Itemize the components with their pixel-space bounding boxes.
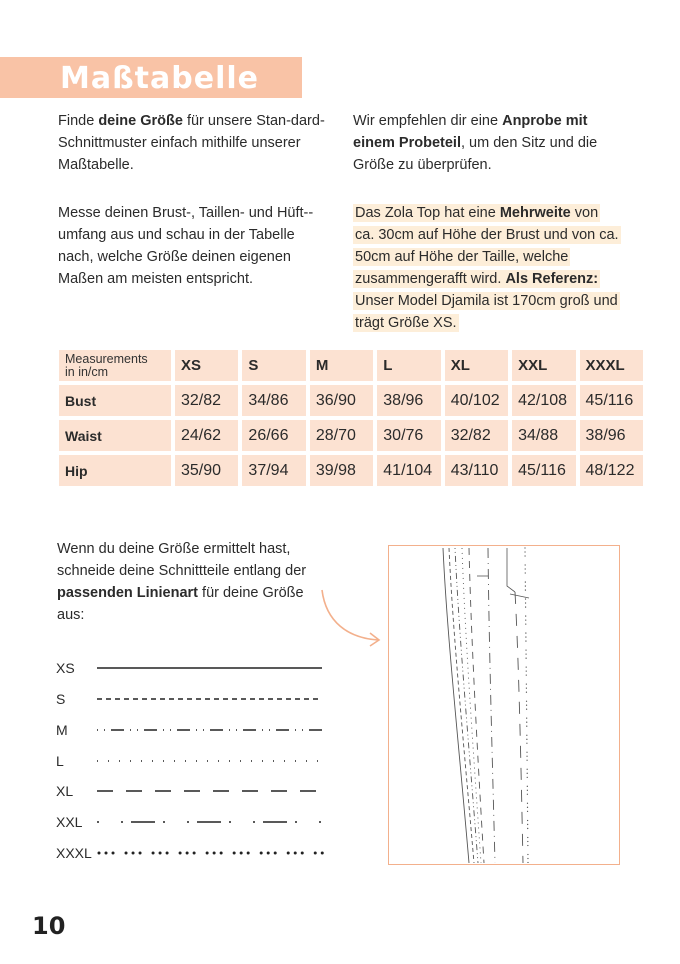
table-cell: 48/122 [580, 455, 643, 486]
intro-left-paragraph-2: Messe deinen Brust-, Taillen- und Hüft-umfang aus und schau in der Tabelle nach, welche Größe deinen eigenen Maßen am meisten entspricht. [58, 205, 314, 287]
row-label-hip: Hip [59, 455, 171, 486]
legend-label-xl: XL [56, 783, 74, 799]
legend-label-s: S [56, 691, 66, 707]
table-cell: 26/66 [242, 420, 305, 451]
legend-row-xxxl [56, 843, 336, 863]
table-cell: 45/116 [512, 455, 575, 486]
row-label-bust: Bust [59, 385, 171, 416]
table-row-hip [59, 455, 643, 486]
legend-label-xxxl: XXXL [56, 845, 92, 861]
size-header-xxxl: XXXL [580, 350, 643, 381]
line-sample-solid [96, 658, 336, 678]
line-sample-dash-dot-dot [96, 720, 336, 740]
line-sample-dashed [96, 689, 336, 709]
legend-label-m: M [56, 722, 68, 738]
measurements-label-line-1: Measurements [65, 351, 148, 366]
intro-right-highlight-paragraph: Das Zola Top hat eine Mehrweite von ca. 30cm auf Höhe der Brust und von ca. 50cm auf Höhe der Taille, welche zusammengerafft wird. Als Referenz: Unser Model Djamila ist 170cm groß und trägt Größe XS. [355, 205, 619, 331]
table-row-waist [59, 420, 643, 451]
size-header-l: L [377, 350, 440, 381]
measurements-label [59, 350, 171, 381]
size-header-s: S [242, 350, 305, 381]
table-cell: 38/96 [580, 420, 643, 451]
table-cell: 30/76 [377, 420, 440, 451]
table-cell: 35/90 [175, 455, 238, 486]
legend-row-m [56, 720, 336, 740]
table-cell: 36/90 [310, 385, 373, 416]
size-header-m: M [310, 350, 373, 381]
legend-row-xl [56, 781, 336, 801]
legend-row-xxl [56, 812, 336, 832]
legend-label-l: L [56, 753, 64, 769]
page-title: Maßtabelle [60, 61, 259, 96]
table-cell: 41/104 [377, 455, 440, 486]
size-header-row [59, 350, 643, 381]
size-header-xs: XS [175, 350, 238, 381]
legend-row-l [56, 751, 336, 771]
legend-label-xxl: XXL [56, 814, 83, 830]
row-label-waist: Waist [59, 420, 171, 451]
pattern-lines-graphic [389, 546, 618, 863]
intro-right-paragraph-1: Wir empfehlen dir eine Anprobe mit einem Probeteil, um den Sitz und die Größe zu überprüfen. [353, 113, 598, 173]
table-cell: 32/82 [175, 385, 238, 416]
line-sample-dot-long-dash [96, 812, 336, 832]
table-cell: 34/86 [242, 385, 305, 416]
table-cell: 42/108 [512, 385, 575, 416]
size-chart-table [55, 346, 647, 490]
table-cell: 45/116 [580, 385, 643, 416]
table-cell: 34/88 [512, 420, 575, 451]
measurements-label-line-2: in in/cm [65, 364, 109, 379]
size-header-xxl: XXL [512, 350, 575, 381]
line-sample-dotted [96, 751, 336, 771]
size-header-xl: XL [445, 350, 508, 381]
pattern-detail-illustration [388, 545, 620, 865]
table-cell: 37/94 [242, 455, 305, 486]
legend-row-s [56, 689, 336, 709]
line-sample-long-dash [96, 781, 336, 801]
curved-arrow-icon [318, 586, 388, 648]
page-number: 10 [32, 912, 66, 940]
table-cell: 40/102 [445, 385, 508, 416]
cut-instructions: Wenn du deine Größe ermittelt hast, schneide deine Schnittteile entlang der passenden Linienart für deine Größe aus: [57, 541, 307, 623]
legend-label-xs: XS [56, 660, 75, 676]
table-cell: 32/82 [445, 420, 508, 451]
intro-left-paragraph-1: Finde deine Größe für unsere Stan-dard-Schnittmuster einfach mithilfe unserer Maßtabelle. [58, 113, 325, 173]
table-cell: 24/62 [175, 420, 238, 451]
table-cell: 38/96 [377, 385, 440, 416]
table-row-bust [59, 385, 643, 416]
table-cell: 28/70 [310, 420, 373, 451]
legend-row-xs [56, 658, 336, 678]
table-cell: 39/98 [310, 455, 373, 486]
table-cell: 43/110 [445, 455, 508, 486]
line-sample-triple-dot [96, 843, 336, 863]
